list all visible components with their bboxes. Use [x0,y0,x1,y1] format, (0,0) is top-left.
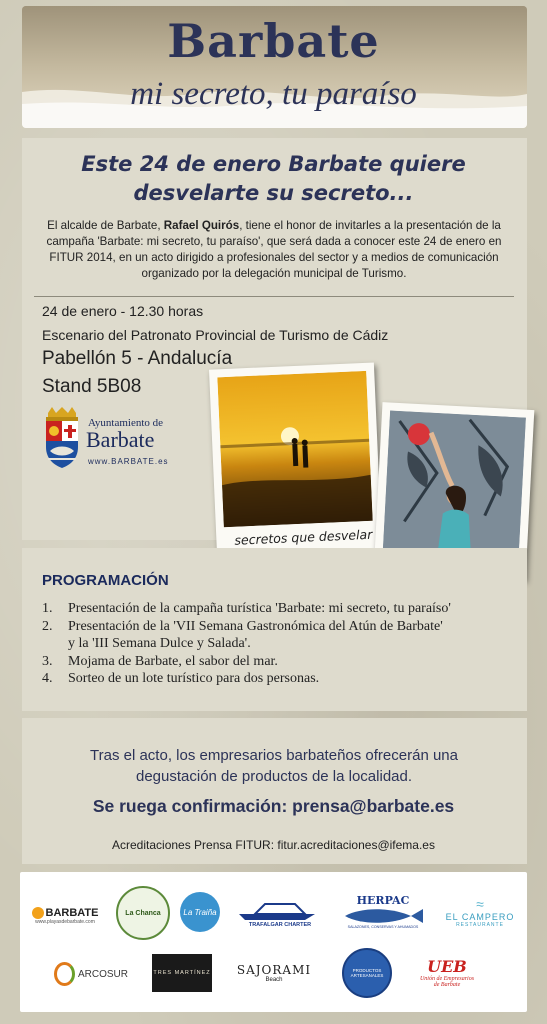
coat-of-arms-icon [42,407,82,469]
sponsor-arcosur[interactable] [54,956,128,992]
list-item [42,670,451,688]
program-list [42,600,451,688]
sponsor-trafalgar-charter[interactable] [230,896,330,932]
item-text: Presentación de la campaña turística 'Barbate: mi secreto, tu paraíso' [68,601,451,616]
sponsor-productos[interactable] [342,948,392,998]
sponsor-strip [20,872,527,1012]
ayuntamiento-town: Barbate [86,427,155,452]
sun-icon [32,907,44,919]
sponsor-name: PRODUCTOS ARTESANALES [350,968,384,978]
sponsor-ueb[interactable] [412,948,482,996]
ayuntamiento-url: www.BARBATE.es [88,457,169,466]
tasting-line1: Tras el acto, los empresarios barbateños ofrecerán una [90,747,458,764]
sponsor-name: ARCOSUR [77,968,128,980]
intro-part1: El alcalde de Barbate, [47,219,164,232]
list-item [42,653,451,671]
woman-photo [383,411,526,556]
ayuntamiento-label: Ayuntamiento de [88,417,164,429]
item-text: Presentación de la 'VII Semana Gastronómica del Atún de Barbate' [68,618,443,634]
polaroid-sunset [209,362,382,557]
sponsor-herpac[interactable] [338,888,428,934]
page-title: Barbate [167,14,380,68]
list-item [42,618,451,636]
tasting-note [34,745,514,787]
sponsor-name: HERPAC [356,893,410,907]
sponsor-name: SAJORAMI [236,963,312,977]
arcosur-icon [54,962,75,986]
program-title: PROGRAMACIÓN [42,572,169,589]
sponsor-name: La Chanca [125,909,161,917]
sponsor-tagline: RESTAURANTE [456,922,504,928]
boat-icon [235,900,325,922]
sponsor-la-traina[interactable] [180,892,220,932]
fish-icon: ≈ [476,896,484,912]
sponsor-tagline: Beach [265,977,283,983]
event-stand: Stand 5B08 [42,376,142,397]
sponsor-el-campero[interactable] [440,890,520,934]
rsvp-email-link[interactable]: Se ruega confirmación: prensa@barbate.es [92,796,455,816]
sponsor-name: BARBATE [45,907,99,919]
sponsor-la-chanca[interactable] [116,886,170,940]
sponsor-name: UEB [427,956,467,976]
sponsor-sajorami[interactable] [232,956,316,990]
headline-line1: Este 24 de enero Barbate quiere [81,152,466,176]
item-text: y la 'III Semana Dulce y Salada'. [68,636,251,651]
headline-line2: desvelarte su secreto... [133,181,414,205]
headline [0,150,547,208]
item-number: 3. [42,653,53,669]
mayor-name: Rafael Quirós [163,219,240,232]
ayuntamiento-logo [42,405,182,475]
event-date: 24 de enero - 12.30 horas [42,303,204,319]
tasting-line2: degustación de productos de la localidad. [135,768,413,785]
sponsor-name: La Traiña [183,907,217,917]
fish-icon [341,907,425,925]
sponsor-playas-barbate[interactable] [30,896,100,936]
page-subtitle: mi secreto, tu paraíso [130,76,417,112]
item-text: Sorteo de un lote turístico para dos personas. [68,671,320,686]
sponsor-name: EL CAMPERO [445,912,515,922]
sponsor-tres-martinez[interactable] [152,954,212,992]
caption-secretos: secretos que desvelar [234,526,373,548]
divider [34,296,514,297]
event-pavilion: Pabellón 5 - Andalucía [42,348,233,369]
sponsor-tagline: Unión de Empresarios [419,975,475,982]
list-item [42,635,451,653]
intro-text [34,218,514,282]
event-venue: Escenario del Patronato Provincial de Turismo de Cádiz [42,327,389,343]
item-number: 2. [42,618,53,634]
item-number: 4. [42,671,53,686]
list-item [42,600,451,618]
item-number: 1. [42,601,53,616]
sponsor-tagline: SALAZONES, CONSERVAS Y AHUMADOS [347,924,419,929]
accreditation-text: Acreditaciones Prensa FITUR: fitur.acreditaciones@ifema.es [112,838,435,852]
item-text: Mojama de Barbate, el sabor del mar. [68,653,278,669]
sponsor-name: TRAFALGAR CHARTER [248,922,312,928]
sunset-photo [217,371,372,527]
sponsor-url: www.playasdebarbate.com [35,919,95,925]
sponsor-name: TRES MARTÍNEZ [153,970,211,976]
intro-part2: , tiene el honor de invitarles a la presentación de la campaña 'Barbate: mi secreto, tu paraíso', que será dada a conocer este 24 de enero en FITUR 2014, en un acto dirigido a profesionales del sector y a medios de comunicación organizado por la delegación municipal de Turismo. [46,219,502,280]
sponsor-tagline-2: de Barbate [433,981,461,988]
